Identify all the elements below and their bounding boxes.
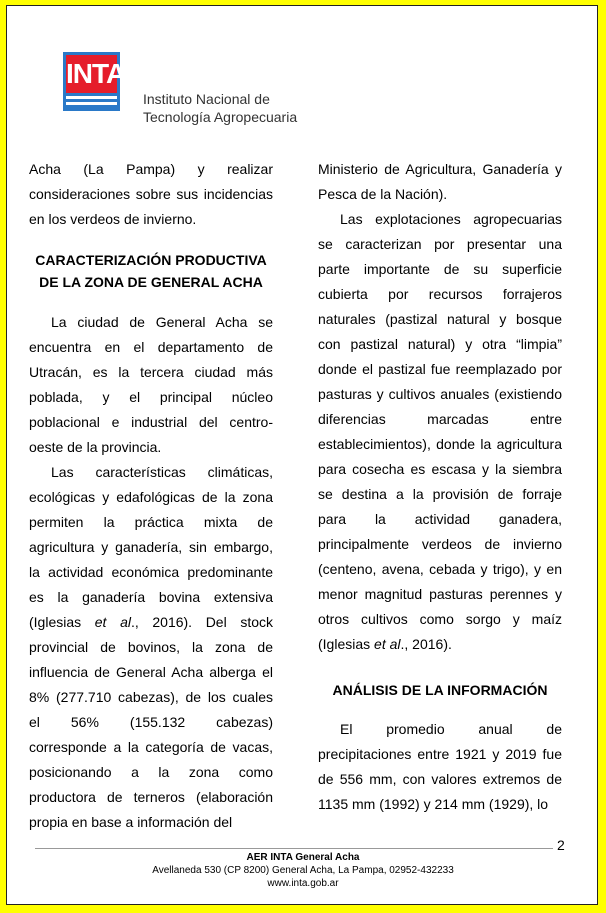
logo-stripe-upper [66, 96, 117, 99]
paragraph-text: Las explotaciones agropecuarias se caracterizan por presentar una parte importante de su superficie cubierta por recursos forrajeros naturales (pastizal natural y bosque con pastizal natural) y otra “limpia” donde el pastizal fue reemplazado por pasturas y cultivos anuales (existiendo diferencias marcadas entre establecimientos), donde la agricultura para cosecha es escasa y la siembra se destina a la provisión de forraje para la actividad ganadera, principalmente verdeos de invierno (centeno, avena, cebada y trigo), y en menor magnitud pasturas perennes y otros cultivos como sorgo y maíz (Iglesias [318, 211, 562, 652]
general-acha-paragraph: La ciudad de General Acha se encuentra en el departamento de Utracán, es la tercera ciudad más poblada, y el principal núcleo poblacional e industrial del centro-oeste de la provincia. [29, 314, 273, 455]
citation-et-al: et al [374, 636, 401, 652]
left-column [29, 157, 273, 835]
institution-name [143, 90, 297, 126]
paragraph-text: Las características climáticas, ecológicas y edafológicas de la zona permiten la práctica mixta de agricultura y ganadería, sin embargo, la actividad económica predominante es la ganadería bovina extensiva (Iglesias [29, 464, 273, 630]
logo-wordmark: INTA [66, 55, 117, 93]
section-heading-caracterizacion: CARACTERIZACIÓN PRODUCTIVA DE LA ZONA DE GENERAL ACHA [35, 252, 267, 290]
section-heading-analisis: ANÁLISIS DE LA INFORMACIÓN [332, 682, 548, 698]
left-continuation-paragraph: Acha (La Pampa) y realizar consideraciones sobre sus incidencias en los verdeos de invierno. [29, 161, 273, 227]
footer-office-name: AER INTA General Acha [246, 852, 360, 863]
precipitation-paragraph: El promedio anual de precipitaciones entre 1921 y 2019 fue de 556 mm, con valores extremos de 1135 mm (1992) y 214 mm (1929), lo [318, 721, 562, 812]
right-column [318, 157, 562, 817]
page-number: 2 [557, 837, 565, 853]
page-footer [7, 851, 598, 890]
logo-stripe-lower [66, 102, 117, 105]
right-continuation-paragraph: Ministerio de Agricultura, Ganadería y Pesca de la Nación). [318, 161, 562, 202]
footer-website: www.inta.gob.ar [267, 878, 339, 889]
institution-line-2: Tecnología Agropecuaria [143, 109, 298, 125]
footer-address: Avellaneda 530 (CP 8200) General Acha, La Pampa, 02952-432233 [152, 865, 454, 876]
citation-et-al: et al [94, 614, 131, 630]
paragraph-text: ., 2016). Del stock provincial de bovinos, la zona de influencia de General Acha alberga el 8% (277.710 cabezas), de los cuales el 56% (155.132 cabezas) corresponde a la categoría de vacas, posicionando a la zona como productora de terneros (elaboración propia en base a información del [29, 614, 273, 830]
institution-line-1: Instituto Nacional de [143, 91, 270, 107]
inta-logo [56, 46, 136, 126]
logo-blue-box [63, 52, 126, 111]
climate-livestock-paragraph [29, 460, 273, 835]
agricultural-holdings-paragraph [318, 207, 562, 657]
paragraph-text: ., 2016). [400, 636, 452, 652]
document-page [6, 5, 598, 905]
footer-divider [35, 848, 553, 849]
